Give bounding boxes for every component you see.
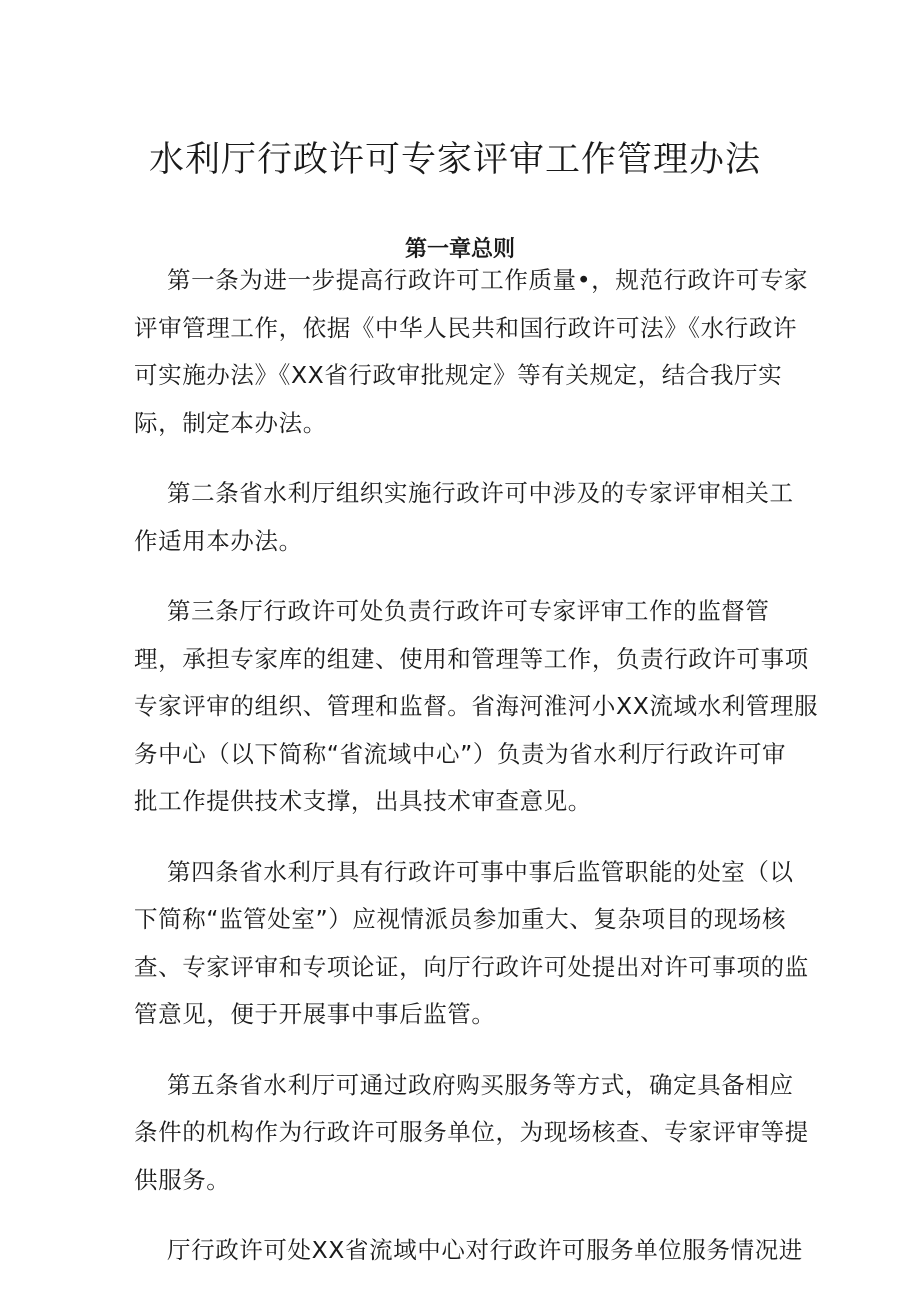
- text-line: 条件的机构作为行政许可服务单位，为现场核查、专家评审等提: [134, 1118, 809, 1146]
- text-line: 作适用本办法。: [134, 526, 303, 555]
- article-1: [134, 257, 809, 447]
- chapter-heading: 第一章总则: [404, 237, 515, 263]
- text-line: 第二条省水利厅组织实施行政许可中涉及的专家评审相关工: [167, 479, 794, 507]
- document-body: [134, 257, 819, 1298]
- article-3: [134, 588, 819, 826]
- article-5: [134, 1062, 809, 1205]
- document-title: 水利厅行政许可专家评审工作管理办法: [148, 140, 761, 181]
- article-4: [134, 849, 809, 1039]
- article-5-continued: [134, 1227, 803, 1275]
- text-line: 查、专家评审和专项论证，向厅行政许可处提出对许可事项的监: [134, 952, 809, 981]
- text-line: 厅行政许可处XX省流域中心对行政许可服务单位服务情况进: [167, 1236, 803, 1264]
- article-2: [134, 470, 794, 565]
- text-line: 下简称“监管处室”）应视情派员参加重大、复杂项目的现场核: [134, 905, 787, 933]
- text-line: 供服务。: [134, 1165, 231, 1194]
- text-line: 第四条省水利厅具有行政许可事中事后监管职能的处室（以: [167, 857, 794, 886]
- text-line: 评审管理工作，依据《中华人民共和国行政许可法》《水行政许: [134, 313, 798, 342]
- text-line: 第五条省水利厅可通过政府购买服务等方式，确定具备相应: [167, 1070, 794, 1099]
- text-line: 第三条厅行政许可处负责行政许可专家评审工作的监督管: [167, 597, 770, 625]
- text-line: 专家评审的组织、管理和监督。省海河淮河小XX流域水利管理服: [134, 692, 819, 720]
- text-line: 批工作提供技术支撑，出具技术审查意见。: [134, 787, 592, 815]
- text-line: 理，承担专家库的组建、使用和管理等工作，负责行政许可事项: [134, 644, 809, 673]
- text-line: 务中心（以下简称“省流域中心”）负责为省水利厅行政许可审: [134, 739, 787, 768]
- text-line: 管意见，便于开展事中事后监管。: [134, 1000, 496, 1028]
- text-line: 际，制定本办法。: [134, 408, 327, 437]
- text-line: 第一条为进一步提高行政许可工作质量•，规范行政许可专家: [167, 266, 809, 294]
- text-line: 可实施办法》《XX省行政审批规定》等有关规定，结合我厅实: [134, 361, 783, 389]
